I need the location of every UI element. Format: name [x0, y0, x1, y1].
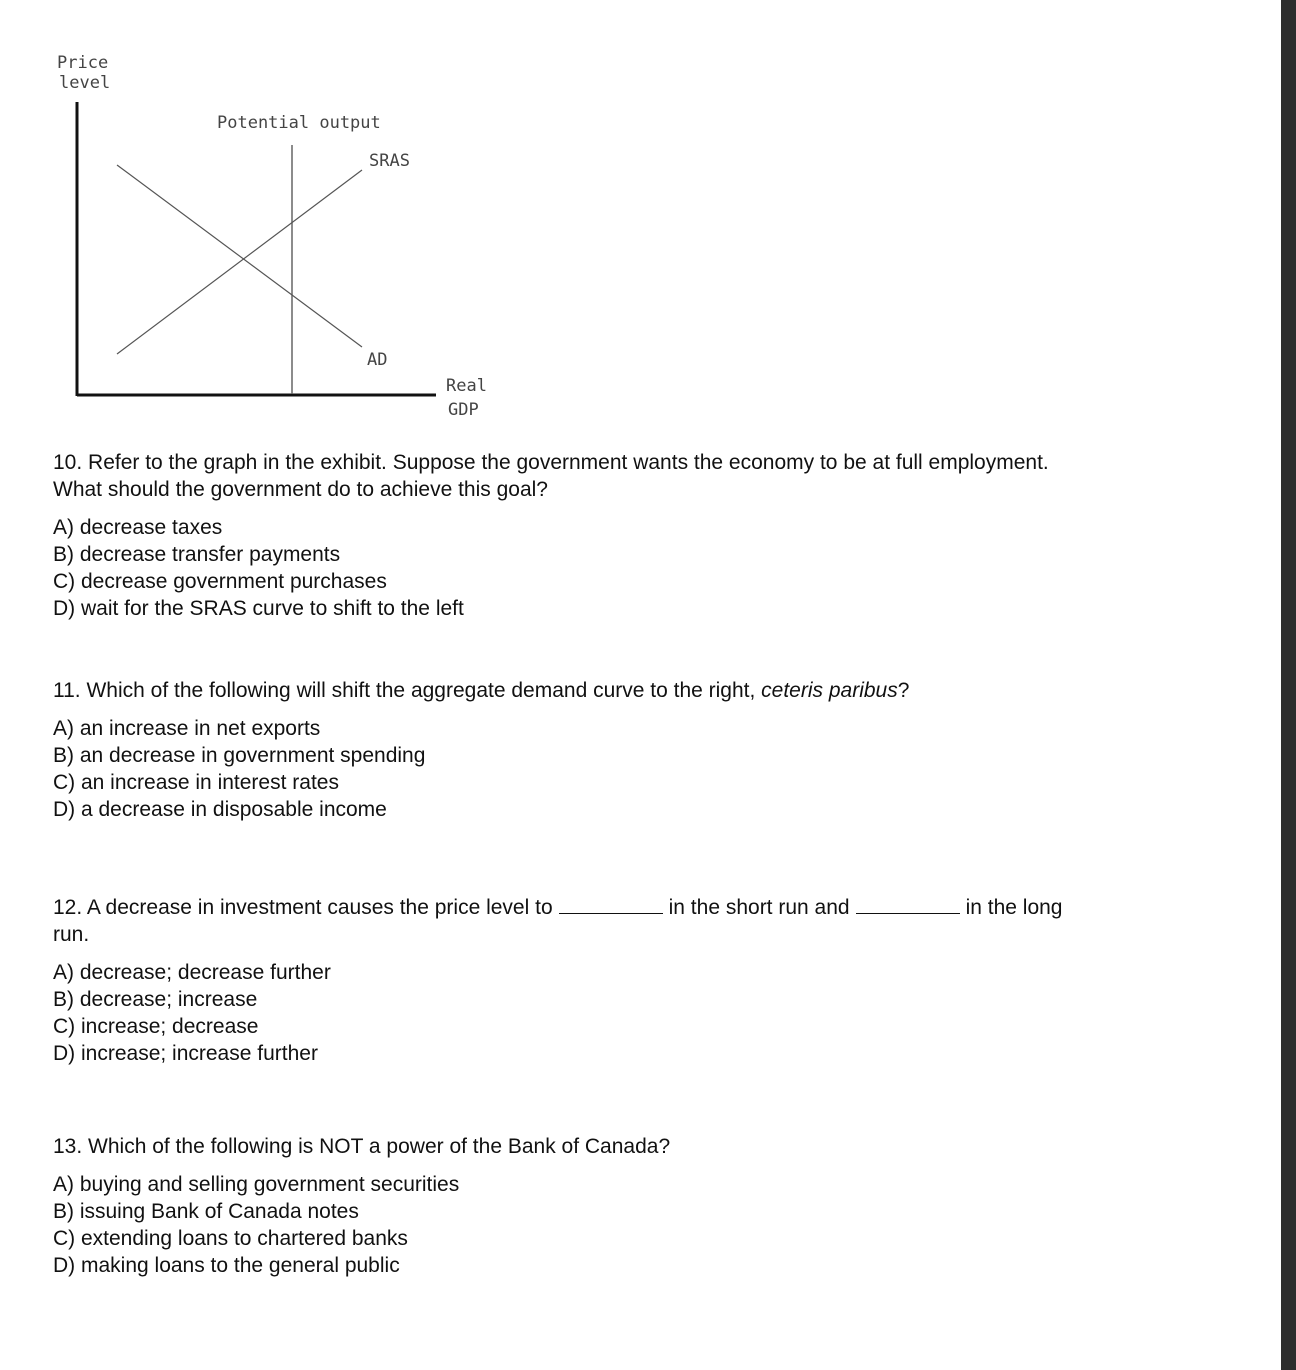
x-axis-label-gdp: GDP — [448, 400, 479, 420]
potential-output-label: Potential output — [217, 113, 381, 133]
sras-curve — [117, 170, 362, 354]
scrollbar[interactable] — [1281, 0, 1296, 1370]
answer-option[interactable]: A) decrease; decrease further — [53, 961, 331, 984]
answer-option[interactable]: A) buying and selling government securities — [53, 1173, 460, 1196]
question-11-text-main: 11. Which of the following will shift the aggregate demand curve to the right, — [53, 679, 762, 702]
question-13-options — [53, 1171, 1233, 1279]
question-11-text-italic: ceteris paribus — [761, 679, 898, 702]
question-12-part2: in the short run and — [668, 896, 850, 919]
question-13-text: 13. Which of the following is NOT a power of the Bank of Canada? — [53, 1135, 671, 1158]
question-11-text-end: ? — [897, 679, 910, 702]
answer-option[interactable]: D) wait for the SRAS curve to shift to the left — [53, 597, 464, 620]
y-axis-label-level: level — [59, 73, 111, 93]
answer-option[interactable]: C) increase; decrease — [53, 1015, 259, 1038]
answer-option[interactable]: D) increase; increase further — [53, 1042, 318, 1065]
question-12-options — [53, 959, 1233, 1067]
sras-label: SRAS — [369, 151, 410, 171]
answer-option[interactable]: B) decrease; increase — [53, 988, 258, 1011]
question-13 — [53, 1133, 1233, 1279]
question-10-line1: 10. Refer to the graph in the exhibit. Suppose the government wants the economy to be at full employment. — [53, 451, 1049, 474]
question-11-text — [53, 677, 1233, 704]
y-axis-label-price: Price — [57, 53, 109, 73]
question-12-line2: run. — [53, 923, 90, 946]
ad-label: AD — [367, 350, 388, 370]
question-10-line2: What should the government do to achieve this goal? — [53, 478, 548, 501]
question-12-part3: in the long — [965, 896, 1063, 919]
question-10-options — [53, 514, 1233, 622]
x-axis-label-real: Real — [446, 376, 487, 396]
question-10 — [53, 449, 1233, 622]
answer-option[interactable]: A) decrease taxes — [53, 516, 223, 539]
answer-option[interactable]: D) making loans to the general public — [53, 1254, 400, 1277]
question-11 — [53, 677, 1233, 823]
blank-2 — [856, 893, 960, 914]
question-12-line1 — [53, 893, 1233, 921]
answer-option[interactable]: A) an increase in net exports — [53, 717, 321, 740]
blank-1 — [559, 893, 663, 914]
answer-option[interactable]: C) extending loans to chartered banks — [53, 1227, 408, 1250]
question-12 — [53, 893, 1233, 1067]
answer-option[interactable]: B) decrease transfer payments — [53, 543, 341, 566]
answer-option[interactable]: C) an increase in interest rates — [53, 771, 339, 794]
answer-option[interactable]: D) a decrease in disposable income — [53, 798, 387, 821]
answer-option[interactable]: B) issuing Bank of Canada notes — [53, 1200, 359, 1223]
exhibit-graph — [0, 0, 520, 430]
answer-option[interactable]: C) decrease government purchases — [53, 570, 387, 593]
question-11-options — [53, 715, 1233, 823]
answer-option[interactable]: B) an decrease in government spending — [53, 744, 426, 767]
ad-curve — [117, 165, 362, 347]
question-12-part1: 12. A decrease in investment causes the price level to — [53, 896, 553, 919]
